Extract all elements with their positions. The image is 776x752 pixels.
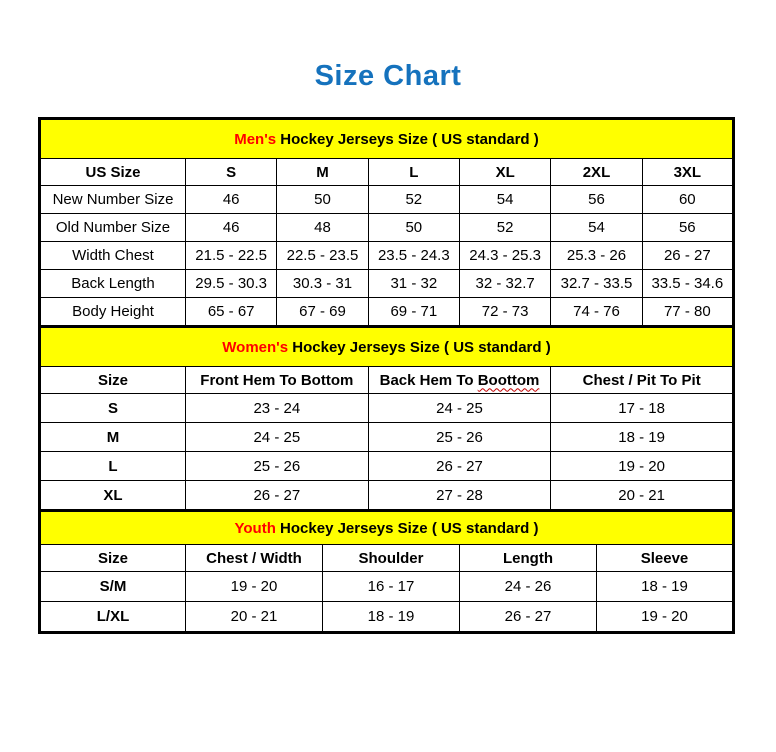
page-title: Size Chart — [314, 60, 462, 92]
cell-value: 25.3 - 26 — [551, 242, 642, 270]
cell-value: 31 - 32 — [368, 270, 459, 298]
cell-value: 48 — [277, 214, 368, 242]
row-label: Back Length — [40, 270, 186, 298]
cell-value: 29.5 - 30.3 — [186, 270, 277, 298]
cell-value: 24.3 - 25.3 — [459, 242, 550, 270]
column-header: M — [277, 159, 368, 186]
row-label: New Number Size — [40, 186, 186, 214]
row-label: S — [40, 394, 186, 423]
column-header: US Size — [40, 159, 186, 186]
cell-value: 18 - 19 — [597, 572, 734, 602]
cell-value: 17 - 18 — [551, 394, 734, 423]
size-chart-tables — [38, 117, 735, 634]
header-text: Back Hem To — [379, 371, 478, 389]
section-band-row — [40, 119, 734, 159]
band-text: Hockey Jerseys Size ( US standard ) — [288, 338, 551, 356]
cell-value: 24 - 26 — [460, 572, 597, 602]
column-header: XL — [459, 159, 550, 186]
row-label: S/M — [40, 572, 186, 602]
row-label: XL — [40, 481, 186, 511]
column-header: Front Hem To Bottom — [186, 367, 369, 394]
cell-value: 54 — [551, 214, 642, 242]
cell-value: 19 - 20 — [551, 452, 734, 481]
table-row — [40, 394, 734, 423]
cell-value: 52 — [368, 186, 459, 214]
mens-size-table — [38, 117, 735, 328]
column-header: Size — [40, 367, 186, 394]
cell-value: 19 - 20 — [186, 572, 323, 602]
cell-value: 16 - 17 — [323, 572, 460, 602]
cell-value: 77 - 80 — [642, 298, 733, 327]
section-band-row — [40, 327, 734, 367]
table-row — [40, 423, 734, 452]
cell-value: 26 - 27 — [368, 452, 551, 481]
table-row — [40, 572, 734, 602]
cell-value: 56 — [642, 214, 733, 242]
row-label: L — [40, 452, 186, 481]
cell-value: 23 - 24 — [186, 394, 369, 423]
section-band-row — [40, 511, 734, 545]
cell-value: 18 - 19 — [551, 423, 734, 452]
cell-value: 26 - 27 — [186, 481, 369, 511]
cell-value: 65 - 67 — [186, 298, 277, 327]
table-row — [40, 186, 734, 214]
cell-value: 46 — [186, 214, 277, 242]
column-header: S — [186, 159, 277, 186]
cell-value: 67 - 69 — [277, 298, 368, 327]
cell-value: 19 - 20 — [597, 602, 734, 633]
size-chart-page — [0, 60, 776, 634]
cell-value: 24 - 25 — [368, 394, 551, 423]
cell-value: 30.3 - 31 — [277, 270, 368, 298]
band-text: Hockey Jerseys Size ( US standard ) — [275, 519, 539, 537]
youth-size-table — [38, 509, 735, 634]
cell-value: 32 - 32.7 — [459, 270, 550, 298]
row-label: Width Chest — [40, 242, 186, 270]
row-label: L/XL — [40, 602, 186, 633]
header-row — [40, 545, 734, 572]
column-header: Sleeve — [597, 545, 734, 572]
band-highlight: Women's — [222, 338, 289, 356]
cell-value: 74 - 76 — [551, 298, 642, 327]
row-label: Old Number Size — [40, 214, 186, 242]
cell-value: 72 - 73 — [459, 298, 550, 327]
cell-value: 24 - 25 — [186, 423, 369, 452]
cell-value: 26 - 27 — [460, 602, 597, 633]
band-highlight: Youth — [234, 519, 276, 537]
cell-value: 21.5 - 22.5 — [186, 242, 277, 270]
cell-value: 52 — [459, 214, 550, 242]
column-header — [368, 367, 551, 394]
table-row — [40, 452, 734, 481]
row-label: Body Height — [40, 298, 186, 327]
cell-value: 18 - 19 — [323, 602, 460, 633]
cell-value: 25 - 26 — [368, 423, 551, 452]
header-row — [40, 367, 734, 394]
cell-value: 23.5 - 24.3 — [368, 242, 459, 270]
column-header: 3XL — [642, 159, 733, 186]
cell-value: 26 - 27 — [642, 242, 733, 270]
cell-value: 50 — [277, 186, 368, 214]
section-band — [40, 119, 734, 159]
cell-value: 54 — [459, 186, 550, 214]
table-row — [40, 602, 734, 633]
cell-value: 46 — [186, 186, 277, 214]
table-row — [40, 298, 734, 327]
column-header: Chest / Pit To Pit — [551, 367, 734, 394]
cell-value: 32.7 - 33.5 — [551, 270, 642, 298]
cell-value: 27 - 28 — [368, 481, 551, 511]
womens-size-table — [38, 325, 735, 512]
section-band — [40, 327, 734, 367]
section-band — [40, 511, 734, 545]
header-row — [40, 159, 734, 186]
misspelled-word: Boottom — [477, 371, 540, 389]
cell-value: 25 - 26 — [186, 452, 369, 481]
cell-value: 20 - 21 — [551, 481, 734, 511]
table-row — [40, 242, 734, 270]
cell-value: 33.5 - 34.6 — [642, 270, 733, 298]
table-row — [40, 481, 734, 511]
column-header: Length — [460, 545, 597, 572]
column-header: 2XL — [551, 159, 642, 186]
band-highlight: Men's — [234, 130, 277, 148]
cell-value: 69 - 71 — [368, 298, 459, 327]
row-label: M — [40, 423, 186, 452]
cell-value: 20 - 21 — [186, 602, 323, 633]
band-text: Hockey Jerseys Size ( US standard ) — [276, 130, 539, 148]
column-header: L — [368, 159, 459, 186]
column-header: Shoulder — [323, 545, 460, 572]
cell-value: 22.5 - 23.5 — [277, 242, 368, 270]
cell-value: 50 — [368, 214, 459, 242]
column-header: Size — [40, 545, 186, 572]
table-row — [40, 270, 734, 298]
table-row — [40, 214, 734, 242]
cell-value: 60 — [642, 186, 733, 214]
column-header: Chest / Width — [186, 545, 323, 572]
cell-value: 56 — [551, 186, 642, 214]
